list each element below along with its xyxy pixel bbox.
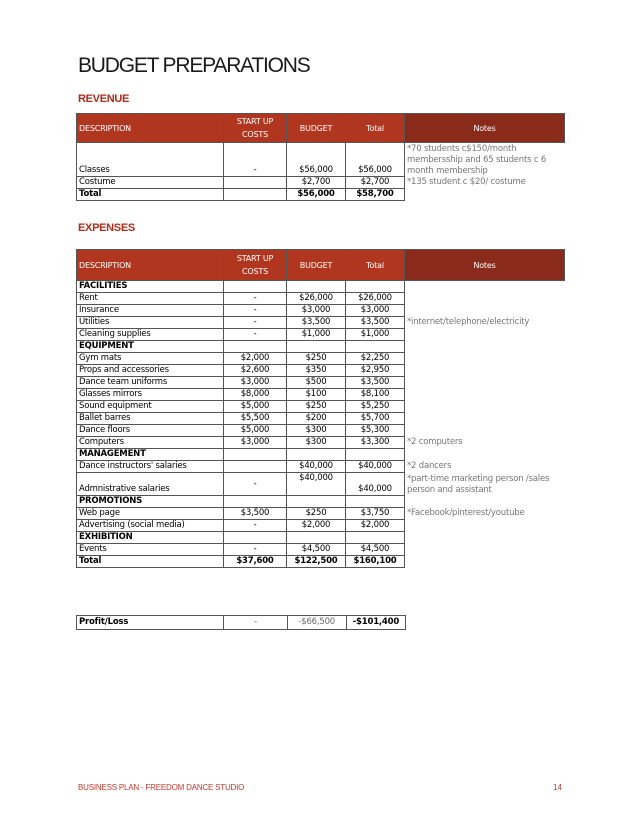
row-startup: - (224, 317, 287, 329)
revenue-heading: REVENUE (78, 93, 130, 105)
row-budget (287, 341, 346, 353)
expenses-heading: EXPENSES (78, 222, 135, 234)
row-startup: - (224, 293, 287, 305)
revenue-header-row (77, 114, 565, 143)
row-total: $1,000 (346, 329, 405, 341)
row-startup: $3,000 (224, 377, 287, 389)
row-description: Gym mats (77, 353, 224, 365)
row-total: $56,000 (346, 143, 405, 177)
row-budget (287, 281, 346, 293)
row-startup: $2,000 (224, 353, 287, 365)
row-budget: $2,700 (287, 177, 346, 189)
row-budget: $250 (287, 508, 346, 520)
row-budget: $3,000 (287, 305, 346, 317)
row-total: $5,300 (346, 425, 405, 437)
table-row (77, 425, 565, 437)
row-notes (405, 520, 565, 532)
row-description: Cleaning supplies (77, 329, 224, 341)
table-row (77, 281, 565, 293)
row-startup (224, 341, 287, 353)
table-row (77, 389, 565, 401)
row-notes (405, 425, 565, 437)
row-total: $4,500 (346, 544, 405, 556)
row-budget: $500 (287, 377, 346, 389)
row-description: EXHIBITION (77, 532, 224, 544)
col-description: DESCRIPTION (77, 250, 224, 281)
row-notes (405, 341, 565, 353)
row-total: $2,950 (346, 365, 405, 377)
table-row (77, 401, 565, 413)
row-description: EQUIPMENT (77, 341, 224, 353)
footer-title: BUSINESS PLAN - FREEDOM DANCE STUDIO (78, 783, 245, 792)
row-total: $3,300 (346, 437, 405, 449)
row-notes (405, 353, 565, 365)
row-total (346, 449, 405, 461)
row-startup (224, 461, 287, 473)
row-notes (405, 401, 565, 413)
row-description: Events (77, 544, 224, 556)
table-row (77, 532, 565, 544)
row-notes (405, 413, 565, 425)
row-description: Web page (77, 508, 224, 520)
row-total (346, 532, 405, 544)
row-budget: $56,000 (287, 143, 346, 177)
row-total: $58,700 (346, 189, 405, 201)
row-description: Rent (77, 293, 224, 305)
table-row (77, 461, 565, 473)
table-row (77, 520, 565, 532)
table-row (77, 143, 565, 177)
row-description: Insurance (77, 305, 224, 317)
row-startup (224, 532, 287, 544)
row-notes (405, 556, 565, 568)
row-budget: $300 (287, 437, 346, 449)
page-title: BUDGET PREPARATIONS (78, 54, 310, 77)
row-budget: $350 (287, 365, 346, 377)
row-notes: *70 students c$150/month membersship and 65 students c 6 month membership (405, 143, 565, 177)
row-description: Ballet barres (77, 413, 224, 425)
row-total: $26,000 (346, 293, 405, 305)
table-row (77, 449, 565, 461)
expenses-header-row (77, 250, 565, 281)
row-total: $2,700 (346, 177, 405, 189)
page-number: 14 (553, 783, 562, 792)
row-budget: $200 (287, 413, 346, 425)
row-startup: $5,000 (224, 401, 287, 413)
expenses-table (76, 249, 565, 568)
table-row (77, 556, 565, 568)
row-budget: $56,000 (287, 189, 346, 201)
revenue-table (76, 113, 565, 201)
row-notes: *Facebook/pinterest/youtube (405, 508, 565, 520)
row-notes (405, 532, 565, 544)
row-startup: - (224, 329, 287, 341)
row-description: Glasses mirrors (77, 389, 224, 401)
row-notes (405, 281, 565, 293)
row-budget: $300 (287, 425, 346, 437)
col-description: DESCRIPTION (77, 114, 224, 143)
col-notes: Notes (405, 250, 565, 281)
row-description: Classes (77, 143, 224, 177)
table-row (77, 413, 565, 425)
row-budget (287, 496, 346, 508)
table-row (77, 177, 565, 189)
profit-startup: - (224, 616, 287, 630)
row-budget (287, 449, 346, 461)
row-notes (405, 329, 565, 341)
profit-total: -$101,400 (346, 616, 405, 630)
row-description: Computers (77, 437, 224, 449)
row-startup: $8,000 (224, 389, 287, 401)
row-budget (287, 532, 346, 544)
row-budget: $100 (287, 389, 346, 401)
profit-budget: -$66,500 (287, 616, 346, 630)
row-notes: *2 computers (405, 437, 565, 449)
row-description: Dance team uniforms (77, 377, 224, 389)
row-notes: *part-time marketing person /sales person and assistant (405, 473, 565, 496)
row-total: $40,000 (346, 461, 405, 473)
table-row (77, 437, 565, 449)
row-startup: $2,600 (224, 365, 287, 377)
row-budget: $122,500 (287, 556, 346, 568)
table-row (77, 473, 565, 496)
row-startup: $37,600 (224, 556, 287, 568)
row-budget: $1,000 (287, 329, 346, 341)
profit-row (77, 616, 406, 630)
table-row (77, 353, 565, 365)
row-startup: - (224, 520, 287, 532)
row-budget: $2,000 (287, 520, 346, 532)
row-notes: *internet/telephone/electricity (405, 317, 565, 329)
row-description: Advertising (social media) (77, 520, 224, 532)
row-total: $3,500 (346, 377, 405, 389)
row-startup (224, 449, 287, 461)
row-startup: - (224, 143, 287, 177)
row-notes: *135 student c $20/ costume (405, 177, 565, 189)
row-notes (405, 189, 565, 201)
row-startup: - (224, 305, 287, 317)
col-notes: Notes (405, 114, 565, 143)
row-total (346, 341, 405, 353)
row-total: $160,100 (346, 556, 405, 568)
table-row (77, 317, 565, 329)
row-total (346, 281, 405, 293)
table-row (77, 189, 565, 201)
row-total: $8,100 (346, 389, 405, 401)
row-budget: $40,000 (287, 473, 346, 496)
table-row (77, 341, 565, 353)
row-startup: $5,500 (224, 413, 287, 425)
col-budget: BUDGET (287, 114, 346, 143)
row-notes (405, 305, 565, 317)
row-description: Total (77, 556, 224, 568)
row-description: Dance instructors' salaries (77, 461, 224, 473)
row-budget: $250 (287, 401, 346, 413)
row-notes: *2 dancers (405, 461, 565, 473)
row-total: $40,000 (346, 473, 405, 496)
row-description: Sound equipment (77, 401, 224, 413)
row-description: PROMOTIONS (77, 496, 224, 508)
row-notes (405, 449, 565, 461)
row-total: $3,000 (346, 305, 405, 317)
row-notes (405, 293, 565, 305)
col-total: Total (346, 250, 405, 281)
table-row (77, 544, 565, 556)
row-description: Utilities (77, 317, 224, 329)
table-row (77, 377, 565, 389)
row-notes (405, 365, 565, 377)
row-notes (405, 544, 565, 556)
table-row (77, 365, 565, 377)
row-total: $3,750 (346, 508, 405, 520)
row-startup: - (224, 473, 287, 496)
col-startup: START UP COSTS (224, 114, 287, 143)
row-budget: $4,500 (287, 544, 346, 556)
table-row (77, 293, 565, 305)
row-startup: - (224, 544, 287, 556)
row-budget: $3,500 (287, 317, 346, 329)
row-budget: $40,000 (287, 461, 346, 473)
row-notes (405, 496, 565, 508)
row-description: FACILITIES (77, 281, 224, 293)
row-startup (224, 281, 287, 293)
row-description: Props and accessories (77, 365, 224, 377)
profit-table (76, 615, 406, 630)
col-budget: BUDGET (287, 250, 346, 281)
row-budget: $250 (287, 353, 346, 365)
row-startup (224, 496, 287, 508)
row-description: Total (77, 189, 224, 201)
table-row (77, 305, 565, 317)
row-description: Dance floors (77, 425, 224, 437)
row-startup: $5,000 (224, 425, 287, 437)
row-total: $3,500 (346, 317, 405, 329)
row-startup: $3,000 (224, 437, 287, 449)
table-row (77, 496, 565, 508)
row-startup: $3,500 (224, 508, 287, 520)
row-description: Costume (77, 177, 224, 189)
col-total: Total (346, 114, 405, 143)
profit-label: Profit/Loss (77, 616, 224, 630)
row-startup (224, 177, 287, 189)
row-description: MANAGEMENT (77, 449, 224, 461)
col-startup: START UP COSTS (224, 250, 287, 281)
row-total: $5,700 (346, 413, 405, 425)
row-total: $2,250 (346, 353, 405, 365)
table-row (77, 508, 565, 520)
row-notes (405, 377, 565, 389)
row-startup (224, 189, 287, 201)
row-total: $5,250 (346, 401, 405, 413)
row-total (346, 496, 405, 508)
row-total: $2,000 (346, 520, 405, 532)
row-description: Admnistrative salaries (77, 473, 224, 496)
row-notes (405, 389, 565, 401)
table-row (77, 329, 565, 341)
row-budget: $26,000 (287, 293, 346, 305)
